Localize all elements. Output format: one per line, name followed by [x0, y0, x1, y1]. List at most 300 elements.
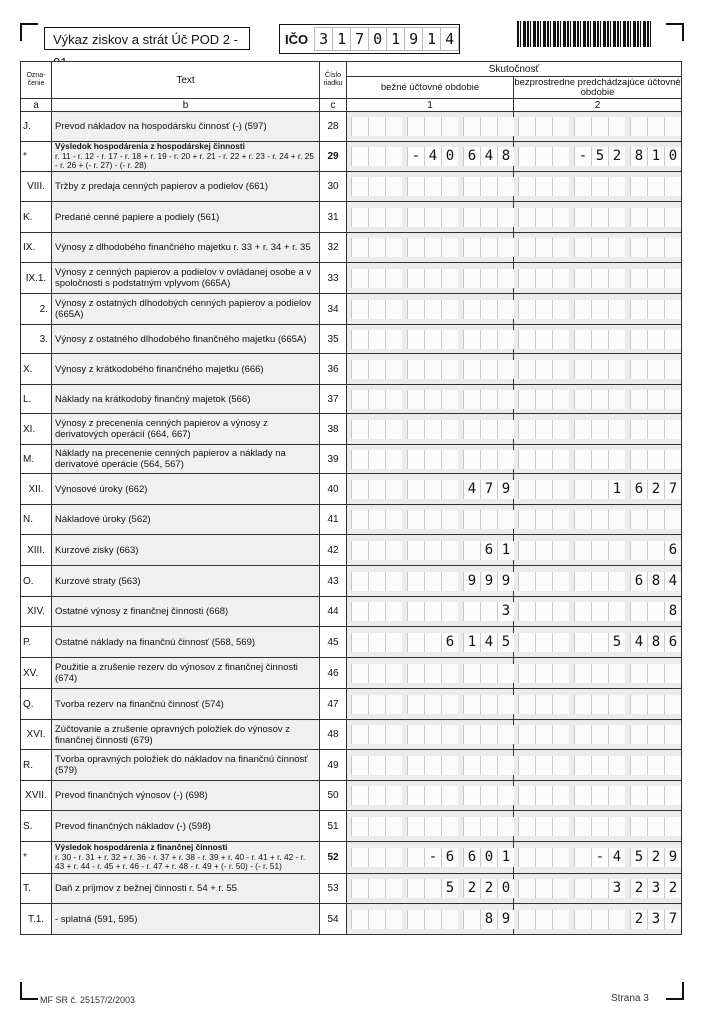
digit-box [518, 541, 535, 560]
digit-box [497, 300, 514, 319]
digit-box [535, 725, 552, 744]
digit-box [574, 756, 591, 775]
digit-box [351, 786, 368, 805]
digit-box [385, 420, 402, 439]
digit-box [574, 664, 591, 683]
digit-box: 3 [608, 879, 625, 898]
digit-box [351, 238, 368, 257]
digit-box [608, 420, 625, 439]
digit-box [441, 664, 458, 683]
value-cells [514, 206, 681, 228]
digit-box [630, 725, 647, 744]
digit-box [463, 695, 480, 714]
digit-box [368, 480, 385, 499]
row-number: 48 [320, 720, 347, 750]
digit-box: 6 [480, 541, 497, 560]
value-current-period[interactable] [347, 325, 514, 354]
digit-box [647, 238, 664, 257]
value-cells [347, 328, 513, 350]
value-cells [514, 418, 681, 440]
row-text-label: Daň z príjmov z bežnej činnosti r. 54 + r. 55 [55, 883, 237, 894]
row-designation: R. [21, 750, 52, 781]
value-previous-period[interactable] [514, 627, 682, 658]
digit-box [480, 725, 497, 744]
digit-box [664, 390, 681, 409]
digit-box [630, 664, 647, 683]
value-cells [347, 358, 513, 380]
value-previous-period[interactable] [514, 172, 682, 202]
row-text [52, 904, 320, 935]
digit-box: 1 [608, 480, 625, 499]
digit-box [647, 420, 664, 439]
digit-box [574, 269, 591, 288]
row-designation: * [21, 842, 52, 874]
row-text [52, 566, 320, 597]
ico-label: IČO [285, 31, 309, 47]
row-number: 30 [320, 172, 347, 202]
digit-box [552, 725, 569, 744]
digit-box [368, 879, 385, 898]
row-text [52, 354, 320, 385]
digit-box [574, 420, 591, 439]
digit-box [351, 147, 368, 166]
digit-box [424, 879, 441, 898]
digit-box [552, 420, 569, 439]
digit-box [424, 480, 441, 499]
corner-mark-bottom-right [666, 982, 684, 1000]
row-text-formula: r. 30 - r. 31 + r. 32 + r. 36 - r. 37 + r. 38 - r. 39 + r. 40 - r. 41 + r. 42 - r. 43 + r. 44 - r. 45 + r. 46 - r. 47 + r. 48 - r. 49 + (- r. 50) - (- r. 51) [55, 851, 306, 872]
value-cells [514, 878, 681, 900]
digit-box [518, 208, 535, 227]
digit-box [552, 117, 569, 136]
value-previous-period[interactable] [514, 233, 682, 263]
row-text-label: Prevod nákladov na hospodársku činnosť (-) (597) [55, 121, 267, 132]
value-previous-period[interactable] [514, 904, 682, 935]
value-previous-period[interactable] [514, 354, 682, 385]
row-number: 28 [320, 112, 347, 142]
digit-box [463, 390, 480, 409]
digit-box [368, 420, 385, 439]
digit-box [518, 147, 535, 166]
digit-box [664, 238, 681, 257]
value-current-period[interactable] [347, 597, 514, 627]
digit-box: 9 [463, 572, 480, 591]
digit-box [608, 269, 625, 288]
digit-box [351, 177, 368, 196]
digit-box [441, 360, 458, 379]
digit-box [407, 848, 424, 867]
digit-box: 7 [664, 480, 681, 499]
digit-box [463, 602, 480, 621]
digit-box [368, 330, 385, 349]
digit-box [407, 786, 424, 805]
value-previous-period[interactable] [514, 505, 682, 535]
row-number: 31 [320, 202, 347, 233]
digit-box: 6 [463, 147, 480, 166]
digit-box: 4 [480, 147, 497, 166]
value-current-period[interactable] [347, 142, 514, 172]
digit-box: 0 [497, 879, 514, 898]
value-previous-period[interactable] [514, 294, 682, 325]
digit-box [608, 725, 625, 744]
digit-box [368, 541, 385, 560]
digit-box [463, 664, 480, 683]
digit-box [351, 541, 368, 560]
corner-mark-top-right [666, 23, 684, 41]
digit-box [630, 450, 647, 469]
digit-box [368, 910, 385, 929]
value-cells [514, 146, 681, 168]
value-previous-period[interactable] [514, 566, 682, 597]
digit-box [351, 756, 368, 775]
digit-box [407, 360, 424, 379]
digit-box [535, 208, 552, 227]
value-previous-period[interactable] [514, 658, 682, 689]
table-row [21, 597, 682, 627]
digit-box [647, 390, 664, 409]
digit-box [480, 695, 497, 714]
digit-box [424, 695, 441, 714]
digit-box [407, 664, 424, 683]
digit-box [424, 786, 441, 805]
digit-box [441, 756, 458, 775]
table-row [21, 535, 682, 566]
value-current-period[interactable] [347, 202, 514, 233]
digit-box [385, 817, 402, 836]
value-current-period[interactable] [347, 658, 514, 689]
value-current-period[interactable] [347, 474, 514, 505]
value-current-period[interactable] [347, 750, 514, 781]
value-current-period[interactable] [347, 172, 514, 202]
digit-box [385, 360, 402, 379]
digit-box [647, 177, 664, 196]
digit-box [497, 725, 514, 744]
digit-box [535, 450, 552, 469]
digit-box [591, 238, 608, 257]
value-cells [347, 908, 513, 930]
digit-box [518, 848, 535, 867]
digit-box [441, 420, 458, 439]
digit-box [535, 360, 552, 379]
digit-box [480, 420, 497, 439]
value-current-period[interactable] [347, 811, 514, 842]
value-current-period[interactable] [347, 566, 514, 597]
digit-box [463, 238, 480, 257]
row-text [52, 720, 320, 750]
row-designation: * [21, 142, 52, 172]
digit-box [552, 238, 569, 257]
digit-box: - [424, 848, 441, 867]
value-current-period[interactable] [347, 689, 514, 720]
digit-box [574, 450, 591, 469]
value-previous-period[interactable] [514, 142, 682, 172]
digit-box [647, 450, 664, 469]
digit-box [480, 238, 497, 257]
digit-box [480, 300, 497, 319]
value-current-period[interactable] [347, 781, 514, 811]
digit-box [385, 390, 402, 409]
value-current-period[interactable] [347, 904, 514, 935]
value-current-period[interactable] [347, 535, 514, 566]
digit-box [351, 510, 368, 529]
digit-box [591, 572, 608, 591]
digit-box: 2 [630, 879, 647, 898]
value-previous-period[interactable] [514, 597, 682, 627]
header-letter-c: c [320, 99, 347, 112]
digit-box [497, 450, 514, 469]
value-cells [347, 509, 513, 531]
digit-box [608, 541, 625, 560]
digit-box: 5 [591, 147, 608, 166]
digit-box [630, 300, 647, 319]
digit-box [407, 510, 424, 529]
digit-box [664, 208, 681, 227]
digit-box: 4 [463, 480, 480, 499]
row-text-label: Použitie a zrušenie rezerv do výnosov z finančnej činnosti (674) [55, 662, 298, 684]
digit-box [385, 633, 402, 652]
digit-box: 3 [647, 910, 664, 929]
value-previous-period[interactable] [514, 842, 682, 874]
value-current-period[interactable] [347, 505, 514, 535]
digit-box [591, 420, 608, 439]
digit-box [385, 910, 402, 929]
value-current-period[interactable] [347, 354, 514, 385]
digit-box [368, 177, 385, 196]
digit-box [351, 572, 368, 591]
value-previous-period[interactable] [514, 112, 682, 142]
digit-box [647, 330, 664, 349]
row-text-label: Predané cenné papiere a podiely (561) [55, 211, 220, 223]
value-previous-period[interactable] [514, 414, 682, 445]
digit-box: 6 [664, 541, 681, 560]
row-designation: N. [21, 505, 52, 535]
digit-box [351, 450, 368, 469]
value-current-period[interactable] [347, 294, 514, 325]
value-previous-period[interactable] [514, 535, 682, 566]
digit-box [424, 390, 441, 409]
value-cells [514, 509, 681, 531]
digit-box: 5 [608, 633, 625, 652]
ico-digit: 3 [314, 27, 333, 51]
digit-box [407, 725, 424, 744]
digit-box [630, 330, 647, 349]
digit-box [424, 330, 441, 349]
digit-box: 9 [497, 480, 514, 499]
row-text-label: Výnosy z cenných papierov a podielov v ovládanej osobe a v spoločnosti s podstatným vplyvom (665A) [55, 267, 312, 289]
digit-box [608, 238, 625, 257]
value-current-period[interactable] [347, 385, 514, 414]
digit-box [552, 177, 569, 196]
digit-box [407, 117, 424, 136]
value-cells [514, 328, 681, 350]
value-previous-period[interactable] [514, 445, 682, 474]
table-row [21, 142, 682, 172]
digit-box [535, 572, 552, 591]
digit-box [463, 756, 480, 775]
value-current-period[interactable] [347, 720, 514, 750]
corner-mark-top-left [20, 23, 38, 41]
header-oznacenie [21, 62, 52, 99]
ico-digits [314, 27, 458, 51]
value-previous-period[interactable] [514, 720, 682, 750]
row-designation: T.1. [21, 904, 52, 935]
digit-box: 1 [497, 541, 514, 560]
digit-box [552, 450, 569, 469]
value-cells [347, 237, 513, 259]
digit-box [608, 910, 625, 929]
digit-box [441, 725, 458, 744]
digit-box [518, 910, 535, 929]
value-previous-period[interactable] [514, 689, 682, 720]
value-cells [514, 601, 681, 623]
digit-box: - [574, 147, 591, 166]
value-previous-period[interactable] [514, 325, 682, 354]
digit-box: 9 [664, 848, 681, 867]
digit-box [497, 756, 514, 775]
digit-box [480, 817, 497, 836]
value-cells [514, 662, 681, 684]
value-previous-period[interactable] [514, 385, 682, 414]
digit-box: 3 [647, 879, 664, 898]
value-cells [514, 539, 681, 561]
row-designation: XVII. [21, 781, 52, 811]
digit-box [385, 879, 402, 898]
value-current-period[interactable] [347, 263, 514, 294]
digit-box [552, 208, 569, 227]
row-text-label: Kurzové zisky (663) [55, 544, 139, 556]
digit-box [574, 572, 591, 591]
digit-box [424, 510, 441, 529]
digit-box [552, 480, 569, 499]
digit-box [497, 786, 514, 805]
row-designation: O. [21, 566, 52, 597]
header-row-number-line2: riadku [323, 80, 343, 87]
digit-box [630, 602, 647, 621]
digit-box [518, 450, 535, 469]
digit-box: 1 [463, 633, 480, 652]
value-cells [514, 237, 681, 259]
row-text [52, 233, 320, 263]
value-current-period[interactable] [347, 112, 514, 142]
row-number: 49 [320, 750, 347, 781]
digit-box [368, 450, 385, 469]
row-text-label: Nákladové úroky (562) [55, 514, 151, 525]
value-cells [347, 754, 513, 776]
row-text-label: - splatná (591, 595) [55, 913, 138, 925]
digit-box [441, 208, 458, 227]
digit-box [424, 300, 441, 319]
value-previous-period[interactable] [514, 750, 682, 781]
digit-box [368, 510, 385, 529]
ico-digit: 0 [368, 27, 387, 51]
row-text [52, 658, 320, 689]
digit-box [608, 817, 625, 836]
header-letter-b: b [52, 99, 320, 112]
digit-box [535, 420, 552, 439]
digit-box [518, 390, 535, 409]
value-cells [347, 815, 513, 837]
row-text-heading: Výsledok hospodárenia z finančnej činnosti [55, 842, 228, 853]
digit-box [608, 117, 625, 136]
digit-box [552, 848, 569, 867]
value-cells [514, 785, 681, 807]
value-current-period[interactable] [347, 233, 514, 263]
row-number: 52 [320, 842, 347, 874]
value-previous-period[interactable] [514, 874, 682, 904]
digit-box [407, 269, 424, 288]
value-current-period[interactable] [347, 414, 514, 445]
value-cells [347, 724, 513, 746]
value-cells [514, 754, 681, 776]
value-previous-period[interactable] [514, 474, 682, 505]
row-text [52, 627, 320, 658]
digit-box [368, 602, 385, 621]
digit-box [535, 390, 552, 409]
value-previous-period[interactable] [514, 263, 682, 294]
value-previous-period[interactable] [514, 811, 682, 842]
digit-box [552, 541, 569, 560]
value-current-period[interactable] [347, 874, 514, 904]
digit-box: 4 [630, 633, 647, 652]
value-cells [347, 267, 513, 289]
row-text-label: Ostatné výnosy z finančnej činnosti (668) [55, 606, 229, 617]
digit-box [591, 817, 608, 836]
digit-box [664, 117, 681, 136]
table-row [21, 172, 682, 202]
value-cells [514, 570, 681, 592]
value-previous-period[interactable] [514, 781, 682, 811]
digit-box [535, 330, 552, 349]
digit-box: 1 [647, 147, 664, 166]
value-current-period[interactable] [347, 627, 514, 658]
row-number: 40 [320, 474, 347, 505]
digit-box [441, 480, 458, 499]
row-number: 54 [320, 904, 347, 935]
digit-box [535, 269, 552, 288]
digit-box [574, 817, 591, 836]
value-previous-period[interactable] [514, 202, 682, 233]
row-number: 29 [320, 142, 347, 172]
digit-box [591, 269, 608, 288]
row-designation: L. [21, 385, 52, 414]
row-number: 44 [320, 597, 347, 627]
digit-box [608, 510, 625, 529]
digit-box [574, 117, 591, 136]
digit-box [424, 633, 441, 652]
row-text-label: Výnosové úroky (662) [55, 483, 148, 495]
digit-box [647, 786, 664, 805]
digit-box [368, 238, 385, 257]
digit-box [351, 300, 368, 319]
digit-box [407, 879, 424, 898]
digit-box [630, 420, 647, 439]
digit-box [574, 633, 591, 652]
digit-box [480, 117, 497, 136]
row-text-label: Výnosy z precenenia cenných papierov a výnosy z derivatových operácií (664, 667) [55, 418, 268, 440]
digit-box [424, 664, 441, 683]
header-col2-num: 2 [514, 99, 682, 112]
digit-box [463, 420, 480, 439]
digit-box [630, 756, 647, 775]
digit-box [351, 360, 368, 379]
digit-box [591, 117, 608, 136]
row-designation: XV. [21, 658, 52, 689]
value-current-period[interactable] [347, 445, 514, 474]
table-row [21, 325, 682, 354]
digit-box [591, 480, 608, 499]
digit-box [664, 420, 681, 439]
value-current-period[interactable] [347, 842, 514, 874]
